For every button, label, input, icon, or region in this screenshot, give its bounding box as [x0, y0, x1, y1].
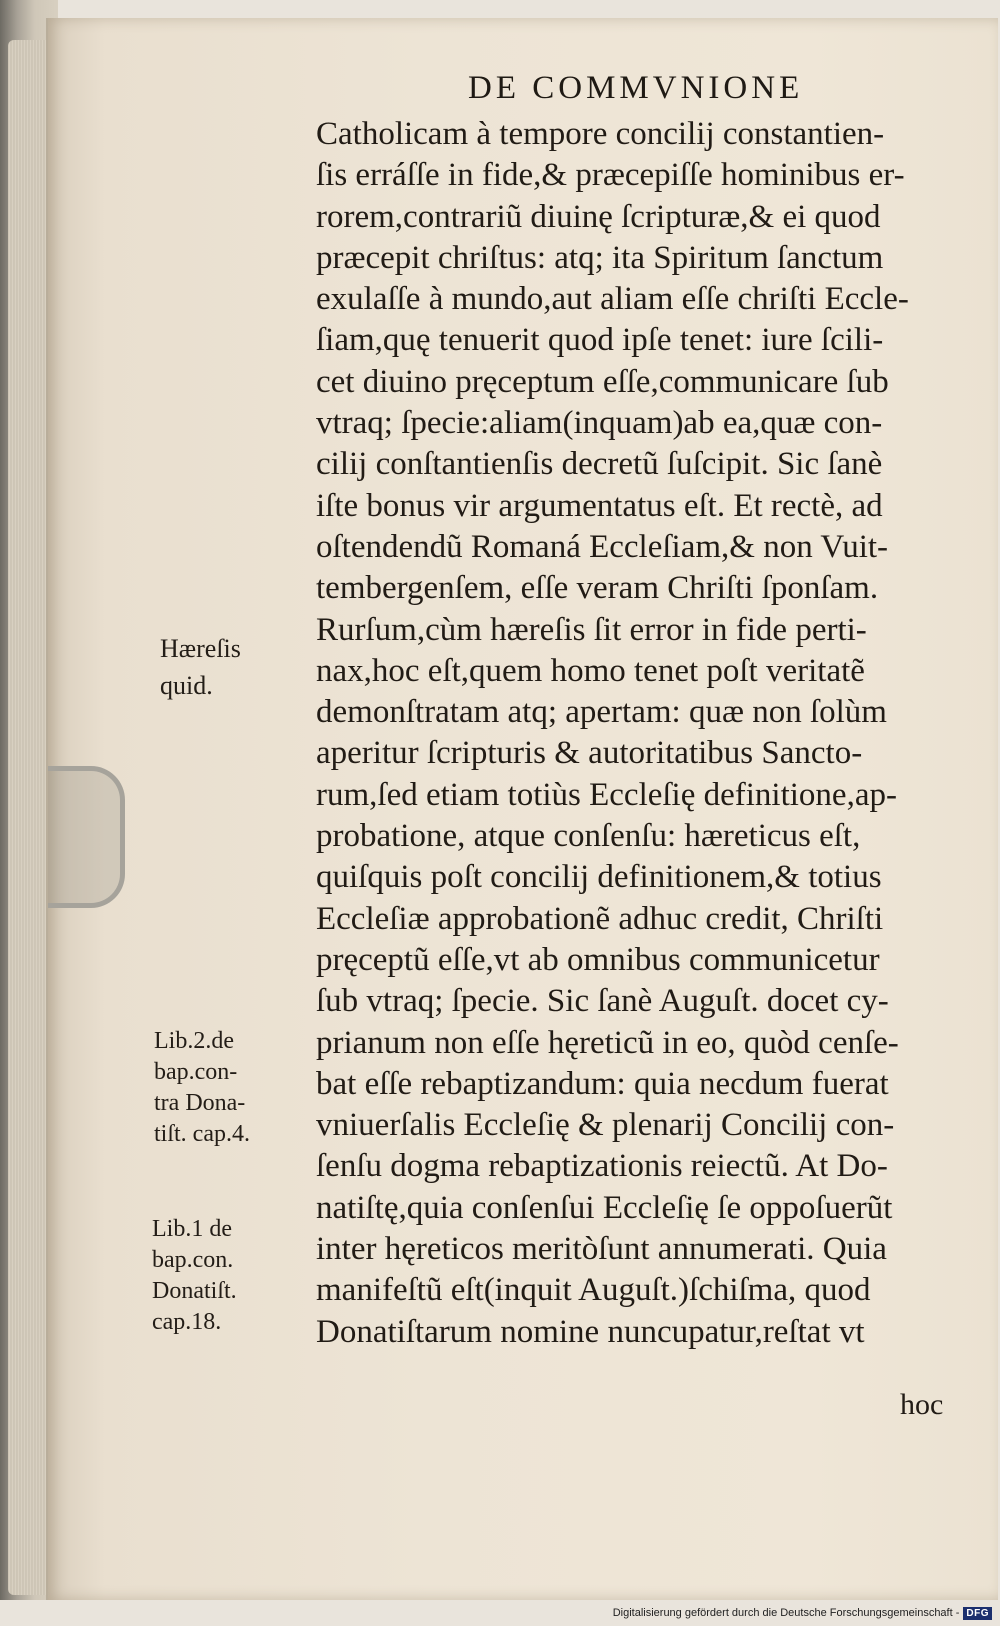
- text-line: Rurſum,cùm hæreſis ſit error in fide perti-: [316, 611, 867, 648]
- dfg-logo: DFG: [963, 1607, 992, 1620]
- text-line: nax,hoc eſt,quem homo tenet poſt veritatẽ: [316, 652, 865, 689]
- text-line: demonſtratam atq; apertam: quæ non ſolùm: [316, 694, 887, 731]
- text-line: rum,ſed etiam totiùs Eccleſię definitione,ap-: [316, 776, 897, 813]
- text-line: Donatiſtarum nomine nuncupatur,reſtat vt: [316, 1313, 865, 1350]
- margin-note-heresis: [160, 630, 241, 704]
- text-line: bat eſſe rebaptizandum: quia necdum fuerat: [316, 1065, 889, 1102]
- margin-note-line: bap.con.: [152, 1247, 234, 1273]
- margin-note-line: tiſt. cap.4.: [154, 1121, 250, 1147]
- text-line: vniuerſalis Eccleſię & plenarij Concilij con-: [316, 1107, 895, 1144]
- text-line: cilij conſtantienſis decretũ ſuſcipit. Sic ſanè: [316, 446, 883, 483]
- text-line: iſte bonus vir argumentatus eſt. Et rectè, ad: [316, 487, 883, 524]
- body-text: [316, 114, 966, 1353]
- text-line: pręceptũ eſſe,vt ab omnibus communicetur: [316, 941, 880, 978]
- text-line: Eccleſiæ approbationẽ adhuc credit, Chriſti: [316, 900, 884, 937]
- margin-note-line: Hæreſis: [160, 634, 241, 663]
- text-line: aperitur ſcripturis & autoritatibus Sancto-: [316, 735, 863, 772]
- text-line: ſiam,quę tenuerit quod ipſe tenet: iure ſcili-: [316, 322, 884, 359]
- text-line: ſenſu dogma rebaptizationis reiectũ. At Do-: [316, 1148, 888, 1185]
- text-line: cet diuino pręceptum eſſe,communicare ſub: [316, 363, 889, 400]
- catchword: hoc: [900, 1388, 944, 1421]
- text-line: prianum non eſſe hęreticũ in eo, quòd cenſe-: [316, 1024, 899, 1061]
- text-line: vtraq; ſpecie:aliam(inquam)ab ea,quæ con-: [316, 405, 883, 442]
- footer-credit: Digitalisierung gefördert durch die Deutsche Forschungsgemeinschaft -: [612, 1607, 960, 1619]
- text-line: rorem,contrariũ diuinę ſcripturæ,& ei quod: [316, 198, 881, 235]
- text-line: manifeſtũ eſt(inquit Auguſt.)ſchiſma, quod: [316, 1272, 871, 1309]
- text-line: tembergenſem, eſſe veram Chriſti ſponſam.: [316, 570, 879, 607]
- text-line: ſub vtraq; ſpecie. Sic ſanè Auguſt. docet cy-: [316, 983, 889, 1020]
- page-clip: [48, 766, 125, 908]
- margin-note-lib1: [152, 1214, 237, 1338]
- margin-note-line: bap.con-: [154, 1059, 238, 1085]
- text-line: præcepit chriſtus: atq; ita Spiritum ſanctum: [316, 239, 884, 276]
- margin-note-line: Lib.1 de: [152, 1216, 232, 1242]
- margin-note-line: tra Dona-: [154, 1090, 246, 1116]
- book-page: [46, 18, 998, 1600]
- text-line: exulaſſe à mundo,aut aliam eſſe chriſti Eccle-: [316, 281, 909, 318]
- text-line: inter hęreticos meritòſunt annumerati. Quia: [316, 1231, 887, 1268]
- margin-note-line: Donatiſt.: [152, 1278, 237, 1304]
- text-line: natiſtę,quia conſenſui Eccleſię ſe oppoſuerũt: [316, 1189, 893, 1226]
- text-line: oſtendendũ Romaná Eccleſiam,& non Vuit-: [316, 528, 889, 565]
- margin-note-lib2: [154, 1026, 250, 1150]
- running-head: DE COMMVNIONE: [468, 70, 804, 106]
- text-line: probatione, atque conſenſu: hæreticus eſt,: [316, 818, 861, 855]
- text-line: quiſquis poſt concilij definitionem,& totius: [316, 859, 882, 896]
- margin-note-line: cap.18.: [152, 1309, 222, 1335]
- text-line: Catholicam à tempore concilij constantien-: [316, 116, 885, 152]
- digitization-footer: [613, 1604, 992, 1622]
- text-line: ſis erráſſe in fide,& præcepiſſe hominibus er-: [316, 157, 905, 194]
- margin-note-line: quid.: [160, 671, 213, 700]
- margin-note-line: Lib.2.de: [154, 1028, 234, 1054]
